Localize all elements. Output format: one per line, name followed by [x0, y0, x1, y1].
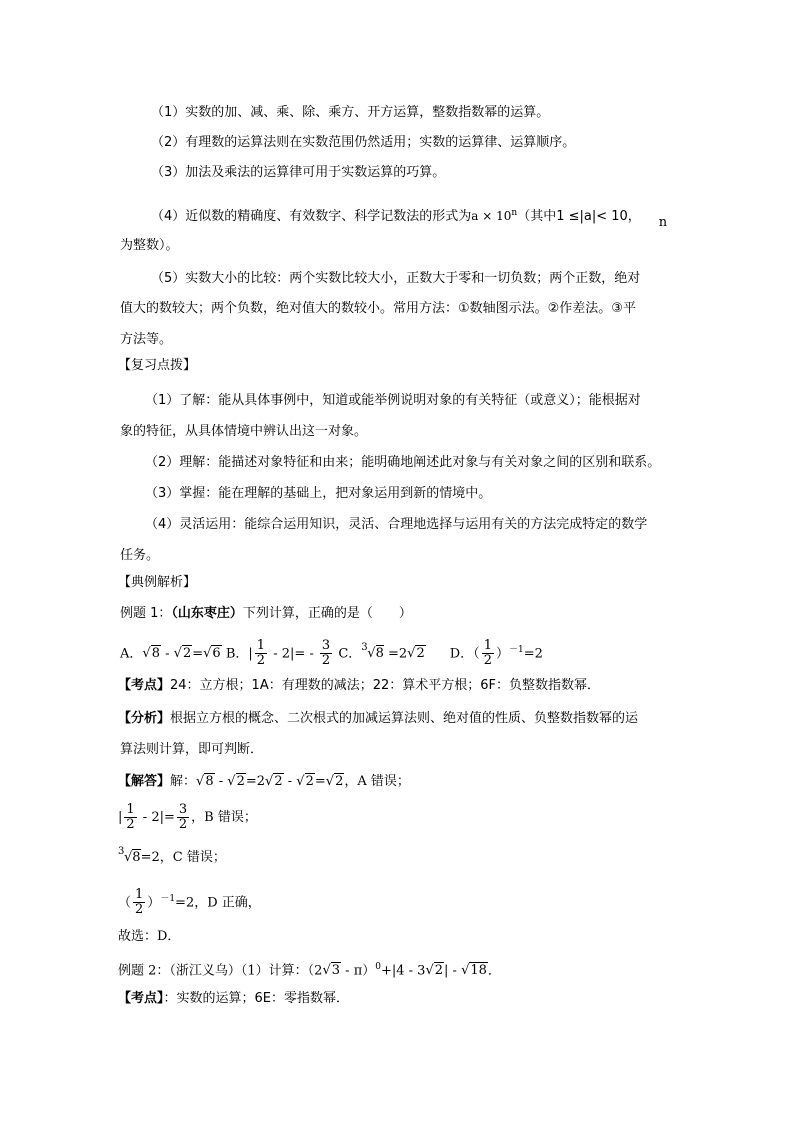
- fraction-one-half: $\frac{1}{2}$: [135, 887, 144, 918]
- fenxi-label: 【分析】: [118, 711, 171, 726]
- jieda-label: 【解答】: [118, 774, 171, 789]
- example1-source: （山东枣庄）: [171, 606, 243, 621]
- option-d-label: D．（: [449, 646, 480, 662]
- option-b-label: B．|: [221, 646, 253, 662]
- sqrt-2: √2: [265, 774, 283, 789]
- fenxi-line-a: 【分析】根据立方根的概念、二次根式的加减运算法则、绝对值的性质、负整数指数幂的运: [118, 711, 639, 726]
- fraction-one-half: $\frac{1}{2}$: [483, 638, 492, 669]
- review-line-4b: 任务。: [120, 548, 160, 563]
- review-line-1b: 象的特征，从具体情境中辨认出这一对象。: [120, 424, 368, 439]
- example1-label: 例题 1：: [120, 606, 172, 621]
- summary-line-2: （2）有理数的运算法则在实数范围仍然适用；实数的运算律、运算顺序。: [151, 135, 576, 150]
- kaodian-label: 【考点】: [118, 678, 171, 693]
- review-line-3: （3）掌握：能在理解的基础上，把对象运用到新的情境中。: [145, 486, 492, 501]
- n-variable: n: [658, 215, 668, 230]
- summary-line-4: [151, 204, 668, 230]
- sqrt-8: √8: [196, 774, 214, 789]
- review-line-1a: （1）了解：能从具体事例中，知道或能举例说明对象的有关特征（或意义）；能根据对: [145, 393, 641, 408]
- sqrt-2: √2: [296, 774, 314, 789]
- answer-line: 故选：D．: [118, 929, 181, 944]
- example2-title: 例题 2：（浙江义乌）（1）计算：（2√3 - π）$^0$+|4 - 3√2| - √18．: [118, 956, 501, 982]
- summary-line-5b: 值大的数较大；两个负数，绝对值大的数较小。常用方法：①数轴图示法。②作差法。③平: [120, 301, 636, 316]
- summary-line-5a: （5）实数大小的比较：两个实数比较大小，正数大于零和一切负数；两个正数，绝对: [151, 271, 641, 286]
- solution-step-1: 【解答】解：√8 - √2=2√2 - √2=√2，A 错误；: [118, 770, 410, 794]
- solution-step-2: | $\frac{1}{2}$ - 2|= $\frac{3}{2}$ ，B 错误；: [118, 802, 257, 832]
- sqrt-2: √2: [173, 646, 192, 662]
- sqrt-2: √2: [227, 774, 245, 789]
- cube-root-8: 3 √8: [118, 846, 141, 865]
- exponent-minus-one: －1: [160, 894, 176, 904]
- kaodian-2: 【考点】：实数的运算；6E：零指数幂．: [118, 991, 350, 1006]
- review-heading: 【复习点拨】: [118, 358, 197, 373]
- sqrt-3: √3: [322, 963, 341, 979]
- summary-line-4b: 为整数）。: [120, 238, 179, 253]
- sqrt-6: √6: [203, 646, 221, 662]
- kaodian-label: 【考点】: [118, 991, 164, 1006]
- sqrt-18: √18: [461, 963, 487, 979]
- sci-notation-condition: （其中1 ≤|a|< 10，: [517, 209, 641, 224]
- fenxi-line-b: 算法则计算，即可判断．: [120, 742, 264, 757]
- sqrt-2: √2: [325, 774, 344, 789]
- sci-notation-exponent: n: [511, 208, 518, 218]
- fraction-three-halves: $\frac{3}{2}$: [178, 802, 188, 832]
- summary-line-5c: 方法等。: [120, 332, 173, 347]
- cube-root-8: 3 √8: [361, 642, 384, 662]
- review-line-4a: （4）灵活运用：能综合运用知识，灵活、合理地选择与运用有关的方法完成特定的数学: [145, 517, 648, 532]
- option-c-label: C．: [334, 646, 362, 662]
- summary-line-3: （3）加法及乘法的运算律可用于实数运算的巧算。: [151, 165, 446, 180]
- solution-step-3: 3 √8=2，C 错误；: [118, 847, 226, 869]
- fraction-one-half: $\frac{1}{2}$: [126, 802, 135, 832]
- summary-line-1: （1）实数的加、减、乘、除、乘方、开方运算，整数指数幂的运算。: [151, 105, 550, 120]
- sqrt-8: √8: [142, 646, 160, 662]
- example-heading: 【典例解析】: [118, 575, 197, 590]
- solution-step-4: （ $\frac{1}{2}$ ）$^{-1}$=2，D 正确，: [118, 887, 261, 918]
- sci-notation-base: a × 10: [471, 209, 512, 223]
- kaodian-1: 【考点】24：立方根；1A：有理数的减法；22：算术平方根；6F：负整数指数幂．: [118, 678, 601, 693]
- sci-notation-formula: [471, 209, 517, 223]
- review-line-2: （2）理解：能描述对象特征和由来；能明确地阐述此对象与有关对象之间的区别和联系。: [145, 455, 661, 470]
- fraction-three-halves: $\frac{3}{2}$: [321, 638, 331, 669]
- sqrt-2: √2: [425, 963, 444, 979]
- summary-line-4-text: （4）近似数的精确度、有效数字、科学记数法的形式为: [151, 209, 472, 224]
- exponent-minus-one: －1: [508, 645, 524, 655]
- option-a-label: A．: [120, 646, 143, 662]
- exponent-zero: 0: [375, 962, 381, 972]
- fraction-one-half: $\frac{1}{2}$: [256, 638, 266, 669]
- example1-question: 下列计算，正确的是（ ）: [242, 606, 412, 621]
- example1-title: [120, 605, 412, 623]
- example1-options: A．√8 - √2=√6 B．| $\frac{1}{2}$ - 2|= - $\frac{3}{2}$ C． 3 √8 =2√2 D．（ $\frac{1}{2}$ ）$^{-1}$=2: [120, 638, 543, 669]
- sqrt-2: √2: [407, 646, 425, 662]
